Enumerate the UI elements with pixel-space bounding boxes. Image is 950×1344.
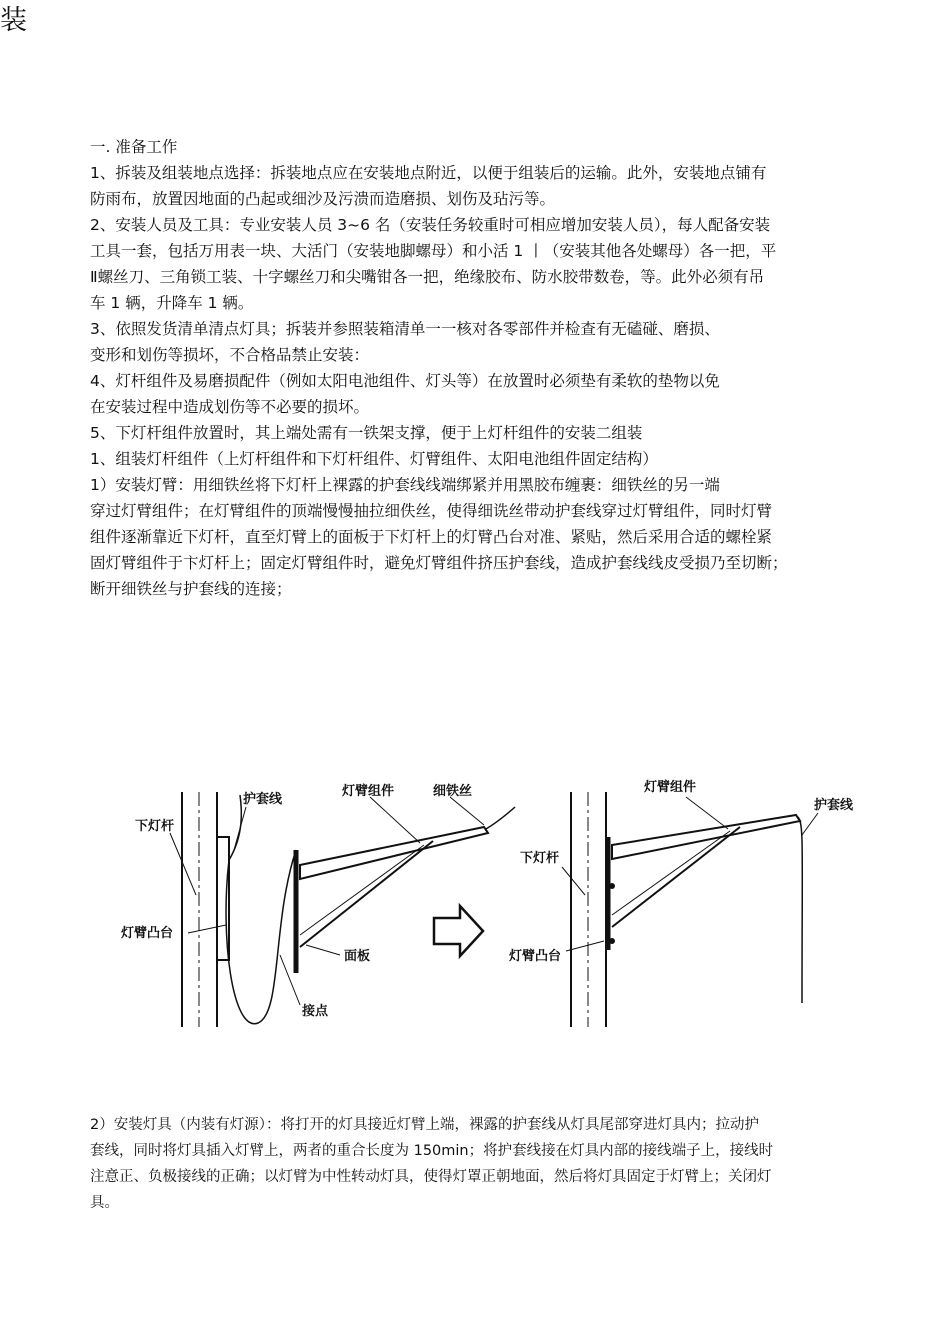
label-fine-wire: 细铁丝 [433, 784, 473, 799]
leader-sheath-wire [234, 807, 246, 850]
text-line: 变形和划伤等损坏，不合格品禁止安装： [90, 346, 370, 364]
text-line: 防雨布，放置因地面的凸起或细沙及污溃而造磨损、划伤及玷污等。 [90, 190, 556, 208]
left-sheath-wire [226, 850, 296, 1024]
right-sheath-wire [798, 817, 802, 1003]
label-right-lower-pole: 下灯杆 [520, 851, 560, 866]
text-line: 断开细铁丝与护套线的连接； [90, 580, 292, 598]
text-line: 1、组装灯杆组件（上灯杆组件和下灯杆组件、灯臂组件、太阳电池组件固定结构） [90, 450, 658, 468]
direction-arrow [434, 906, 483, 956]
text-line: 3、依照发货清单清点灯具；拆装并参照装箱清单一一核对各零部件并检查有无磕碰、磨损、 [90, 320, 720, 338]
left-arm-brace [300, 841, 433, 947]
leader-arm-boss [188, 925, 226, 933]
leader-arm-assembly [370, 797, 420, 843]
arm-installation-diagram [0, 755, 950, 1055]
label-lower-pole: 下灯杆 [135, 819, 175, 834]
label-joint: 接点 [302, 1004, 329, 1019]
text-line: 注意正、负极接线的正确；以灯臂为中性转动灯具，使得灯罩正朝地面，然后将灯具固定于灯臂上；关闭灯 [90, 1169, 772, 1185]
left-fine-wire [486, 807, 515, 829]
text-line: 1、拆装及组装地点选择：拆装地点应在安装地点附近，以便于组装后的运输。此外，安装地点铺有 [90, 164, 767, 182]
label-right-sheath-wire: 护套线 [814, 798, 854, 813]
left-arm-brace-inner [300, 845, 424, 935]
text-line: 套线，同时将灯具插入灯臂上，两者的重合长度为 150min；将护套线接在灯具内部的接线端子上，接线时 [90, 1143, 774, 1159]
preparation-text [90, 134, 895, 602]
label-right-arm-boss: 灯臂凸台 [509, 949, 562, 964]
text-line: 4、灯杆组件及易磨损配件（例如太阳电池组件、灯头等）在放置时必须垫有柔软的垫物以免 [90, 372, 720, 390]
page-corner-title: 装 [0, 5, 27, 36]
text-line: 车 1 辆，升降车 1 辆。 [90, 294, 254, 312]
text-line: 一. 准备工作 [90, 138, 178, 156]
text-line: 穿过灯臂组件；在灯臂组件的顶端慢慢抽拉细佚丝，使得细诜丝带动护套线穿过灯臂组件，同时灯臂 [90, 502, 773, 520]
leader-panel [306, 945, 340, 955]
left-sheath-wire-tail [229, 795, 241, 860]
label-panel: 面板 [344, 949, 371, 964]
text-line: 组件逐渐靠近下灯杆，直至灯臂上的面板于下灯杆上的灯臂凸台对准、紧贴，然后采用合适的螺栓紧 [90, 528, 773, 546]
text-line: 固灯臂组件于卞灯杆上；固定灯臂组件时，避免灯臂组件挤压护套线，造成护套线线皮受损乃至切断； [90, 554, 788, 572]
text-line: 2）安装灯具（内装有灯源）：将打开的灯具接近灯臂上端，裸露的护套线从灯具尾部穿进灯具内；拉动护 [90, 1117, 759, 1133]
text-line: Ⅱ螺丝刀、三角锁工装、十字螺丝刀和尖嘴钳各一把，绝缘胶布、防水胶带数卷，等。此外必须有吊 [90, 268, 765, 286]
text-line: 1）安装灯臂：用细铁丝将下灯杆上裸露的护套线线端绑紧并用黑胶布缠裹：细铁丝的另一端 [90, 476, 720, 494]
text-line: 具。 [90, 1195, 119, 1211]
text-line: 5、下灯杆组件放置时，其上端处需有一铁架支撑，便于上灯杆组件的安装二组装 [90, 424, 643, 442]
leader-right-lower-pole [562, 867, 585, 895]
leader-right-arm-assembly [686, 797, 728, 829]
label-sheath-wire: 护套线 [243, 792, 283, 807]
text-line: 在安装过程中造成划伤等不必要的损坏。 [90, 398, 370, 416]
right-arm-brace-inner [612, 831, 730, 915]
right-panel-bolt [609, 883, 615, 889]
text-line: 工具一套，包括万用表一块、大活门（安装地脚螺母）和小活 1 丨（安装其他各处螺母）各一把，平 [90, 242, 777, 260]
leader-right-sheath-wire [802, 813, 818, 835]
leader-fine-wire [450, 797, 484, 825]
label-arm-assembly: 灯臂组件 [342, 784, 395, 799]
right-panel-bolt [609, 938, 615, 944]
label-right-arm-assembly: 灯臂组件 [644, 780, 697, 795]
label-arm-boss: 灯臂凸台 [121, 926, 174, 941]
text-line: 2、安装人员及工具：专业安装人员 3~6 名（安装任务较重时可相应增加安装人员），每人配备安装 [90, 216, 771, 234]
lamp-install-text [90, 1112, 895, 1216]
